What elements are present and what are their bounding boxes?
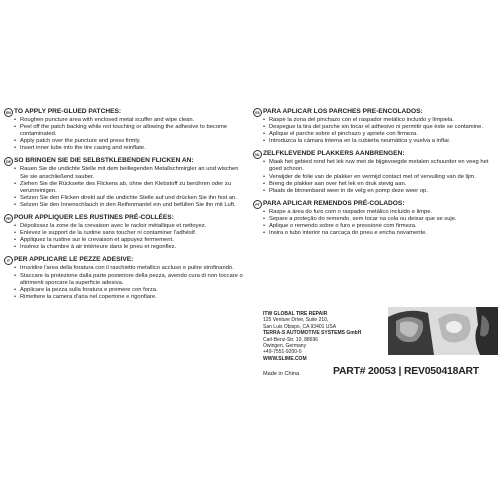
instruction-step: • Maak het gebied rond het lek ruw met de bijgevoegde metalen schuurder en veeg het goed schoon. xyxy=(263,159,497,173)
instruction-step: • Peel off the patch backing while not touching or allowing the adhesive to become contaminated. xyxy=(14,124,248,138)
instruction-step: • Applicare la pezza sulla foratura e premere con forza. xyxy=(14,287,248,294)
instruction-step: • Separe a proteção do remendo, sem tocar na cola ou deixar que se suje. xyxy=(263,216,497,223)
company-address-line-3: Carl-Benz-Str. 10, 88696 xyxy=(263,336,319,343)
company-name: ITW GLOBAL TIRE REPAIR xyxy=(263,311,328,317)
instruction-section-en xyxy=(4,108,248,152)
instruction-section-nl xyxy=(253,150,497,194)
patch-application-photo xyxy=(388,307,498,355)
instruction-step: • Raspe a área do furo com o raspador metálico incluído e limpe. xyxy=(263,209,497,216)
language-badge: IT xyxy=(4,256,13,265)
instruction-step: • Rauen Sie die undichte Stelle mit dem beiliegenden Metallschmirgler an und wischen Sie sie anschließend sauber. xyxy=(14,166,248,180)
made-in-label: Made in China xyxy=(263,371,300,377)
instruction-step: • Raspe la zona del pinchazo con el raspador metálico incluido y límpiela. xyxy=(263,117,497,124)
instruction-step: • Apply patch over the puncture and press firmly. xyxy=(14,138,248,145)
instruction-step: • Staccare la protezione dalla parte posteriore della pezza, avendo cura di non toccare o altrimenti sporcare la superficie adesiva. xyxy=(14,273,248,287)
section-title: PARA APLICAR LOS PARCHES PRE-ENCOLADOS: xyxy=(263,108,423,115)
instruction-step: • Insira o tubo interior na carcaça do pneu e encha novamente. xyxy=(263,230,497,237)
instruction-step: • Enlevez le support de la rustine sans toucher ni contaminer l'adhésif. xyxy=(14,230,248,237)
instruction-step: • Irruvidire l'area della foratura con il raschietto metallico accluso e pulire strofinando. xyxy=(14,265,248,272)
section-title: TO APPLY PRE-GLUED PATCHES: xyxy=(14,108,122,115)
instruction-section-de xyxy=(4,157,248,209)
company-address-line-1: 125 Venture Drive, Suite 210, xyxy=(263,317,329,324)
language-badge: NL xyxy=(253,150,262,159)
right-column xyxy=(253,108,497,242)
company-phone: +49-7551-9200-0 xyxy=(263,349,302,356)
language-badge: DE xyxy=(4,157,13,166)
hands-and-patch-illustration xyxy=(388,307,498,355)
section-title: POUR APPLIQUER LES RUSTINES PRÉ-COLLÉES: xyxy=(14,214,174,222)
instruction-section-fr xyxy=(4,214,248,251)
instruction-section-it xyxy=(4,256,248,300)
part-number: PART# 20053 | REV050418ART xyxy=(333,366,479,377)
instruction-step: • Insert inner tube into the tire casing and reinflate. xyxy=(14,145,248,152)
language-badge: FR xyxy=(4,214,13,223)
instruction-step: • Breng de plakker aan over het lek en druk stevig aan. xyxy=(263,181,497,188)
instruction-step: • Aplique el parche sobre el pinchazo y apriete con firmeza. xyxy=(263,131,497,138)
instruction-step: • Roughen puncture area with enclosed metal scuffer and wipe clean. xyxy=(14,117,248,124)
instruction-step: • Setzen Sie den Flicken direkt auf die undichte Stelle auf und drücken Sie ihn fest an. xyxy=(14,195,248,202)
instruction-step: • Setzen Sie den Innenschlauch in den Reifenmantel ein und befüllen Sie ihn mit Luft. xyxy=(14,202,248,209)
instruction-step: • Rimettere la camera d'aria nel copertone e rigonfiare. xyxy=(14,294,248,301)
section-title: SO BRINGEN SIE DIE SELBSTKLEBENDEN FLICKEN AN: xyxy=(14,157,194,165)
section-title: ZELFKLEVENDE PLAKKERS AANBRENGEN: xyxy=(263,150,405,158)
company-website: WWW.SLIME.COM xyxy=(263,355,307,362)
instruction-step: • Ziehen Sie die Rückseite des Flickens ab, ohne den Klebstoff zu berühren oder zu verunreinigen. xyxy=(14,181,248,195)
instruction-step: • Dépolissez la zone de la crevaison avec le racloir métallique et nettoyez. xyxy=(14,223,248,230)
instruction-step: • Introduzca la cámara interna en la cubierta neumática y vuelva a inflar. xyxy=(263,138,497,145)
language-badge: PT xyxy=(253,200,262,209)
instruction-step: • Insérez la chambre à air intérieure dans le pneu et regonflez. xyxy=(14,244,248,251)
instruction-step: • Appliquez la rustine sur le crevaison et appuyez fermement. xyxy=(14,237,248,244)
company-address-line-4: Owingen, Germany xyxy=(263,343,307,350)
left-column xyxy=(4,108,248,306)
instruction-step: • Aplique o remendo sobre o furo e pressione com firmeza. xyxy=(263,223,497,230)
section-title: PARA APLICAR REMENDOS PRÉ-COLADOS: xyxy=(263,199,405,207)
instruction-step: • Despegue la tira del parche sin tocar el adhesivo ni permitir que éste se contamine. xyxy=(263,124,497,131)
company-address-line-2: San Luis Obispo, CA 93401 USA xyxy=(263,323,337,330)
instruction-step: • Plaats de binnenband weer in de velg en pomp deze weer op. xyxy=(263,188,497,195)
instruction-section-pt xyxy=(253,200,497,237)
company-info xyxy=(263,311,383,362)
section-title: PER APPLICARE LE PEZZE ADESIVE: xyxy=(14,256,134,264)
instruction-section-es xyxy=(253,108,497,145)
company-name-2: TERRA-S AUTOMOTIVE SYSTEMS GmbH xyxy=(263,330,362,337)
language-badge: ES xyxy=(253,108,262,117)
instruction-step: • Verwijder de folie van de plakker en vermijd contact met of vervuiling van de lijm. xyxy=(263,174,497,181)
language-badge: EN xyxy=(4,108,13,117)
